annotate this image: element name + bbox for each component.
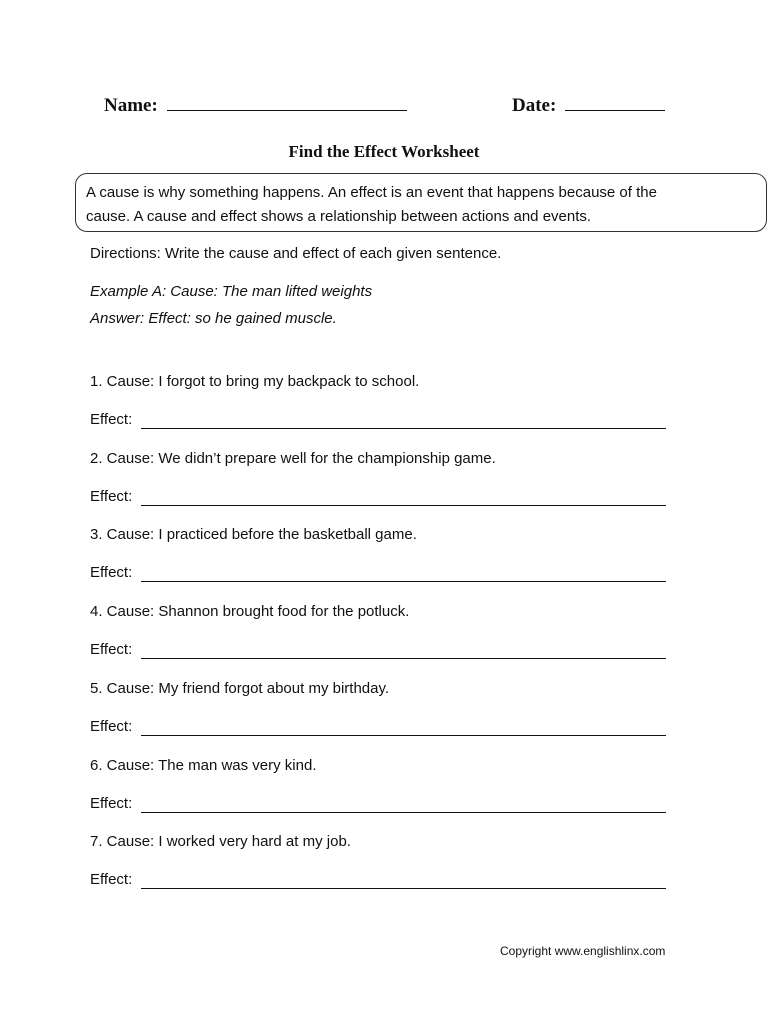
- date-field[interactable]: [512, 94, 665, 117]
- date-label: Date:: [512, 95, 557, 116]
- effect-answer-line[interactable]: [141, 796, 666, 813]
- question-cause: 2. Cause: We didn’t prepare well for the championship game.: [90, 450, 496, 467]
- example-cause: Example A: Cause: The man lifted weights: [90, 283, 373, 300]
- effect-label: Effect:: [90, 488, 133, 505]
- name-blank-line[interactable]: [167, 94, 407, 111]
- directions-text: Directions: Write the cause and effect of each given sentence.: [90, 245, 502, 262]
- date-blank-line[interactable]: [565, 94, 665, 111]
- example-answer: Answer: Effect: so he gained muscle.: [90, 310, 337, 327]
- effect-answer-line[interactable]: [141, 872, 666, 889]
- effect-answer-line[interactable]: [141, 565, 666, 582]
- question-cause: 5. Cause: My friend forgot about my birthday.: [90, 680, 390, 697]
- effect-answer-line[interactable]: [141, 642, 666, 659]
- effect-label: Effect:: [90, 411, 133, 428]
- effect-label: Effect:: [90, 564, 133, 581]
- question-cause: 4. Cause: Shannon brought food for the potluck.: [90, 603, 410, 620]
- copyright-text: Copyright www.englishlinx.com: [500, 944, 666, 958]
- definition-line-1: A cause is why something happens. An effect is an event that happens because of the: [86, 184, 657, 201]
- effect-label: Effect:: [90, 641, 133, 658]
- question-cause: 1. Cause: I forgot to bring my backpack to school.: [90, 373, 420, 390]
- name-field[interactable]: [104, 94, 407, 117]
- effect-label: Effect:: [90, 871, 133, 888]
- question-cause: 3. Cause: I practiced before the basketball game.: [90, 526, 417, 543]
- question-cause: 7. Cause: I worked very hard at my job.: [90, 833, 351, 850]
- definition-line-2: cause. A cause and effect shows a relationship between actions and events.: [86, 208, 592, 225]
- effect-answer-line[interactable]: [141, 412, 666, 429]
- effect-label: Effect:: [90, 718, 133, 735]
- effect-label: Effect:: [90, 795, 133, 812]
- effect-answer-line[interactable]: [141, 489, 666, 506]
- effect-answer-line[interactable]: [141, 719, 666, 736]
- worksheet-title: Find the Effect Worksheet: [288, 142, 480, 161]
- question-cause: 6. Cause: The man was very kind.: [90, 757, 317, 774]
- name-label: Name:: [104, 95, 158, 116]
